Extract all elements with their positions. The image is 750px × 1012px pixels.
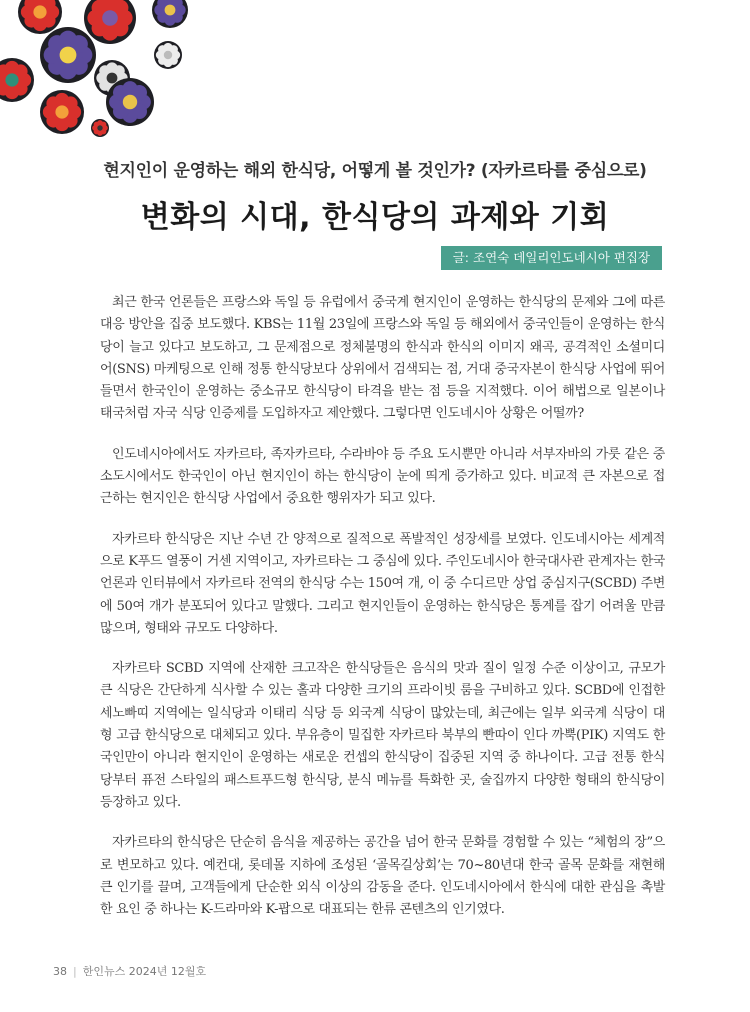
- flower-icon: [91, 119, 109, 137]
- flower-icon: [106, 78, 154, 126]
- author-byline: 글: 조연숙 데일리인도네시아 편집장: [441, 246, 662, 270]
- publication-name: 한인뉴스 2024년 12월호: [82, 965, 207, 978]
- paragraph: 인도네시아에서도 자카르타, 족자카르타, 수라바야 등 주요 도시뿐만 아니라 서부자바의 가룻 같은 중소도시에서도 한국인이 아닌 현지인이 하는 한식당이 눈에 띄게 증가하고 있다. 비교적 큰 자본으로 접근하는 현지인은 한식당 사업에서 중요한 행위자가 되고 있다.: [100, 446, 665, 507]
- paragraph: 최근 한국 언론들은 프랑스와 독일 등 유럽에서 중국계 현지인이 운영하는 한식당의 문제와 그에 따른 대응 방안을 집중 보도했다. KBS는 11월 23일에 프랑스와 독일 등 해외에서 중국인들이 운영하는 한식당이 늘고 있다고 보도하고, 그 문제점으로 정체불명의 한식과 한식의 이미지 왜곡, 공격적인 소셜미디어(SNS) 마케팅으로 인해 정통 한식당보다 상위에서 검색되는 점, 거대 중국자본이 한식당 사업에 뛰어들면서 한국인이 운영하는 중소규모 한식당이 타격을 받는 점 등을 지적했다. 이어 해법으로 일본이나 태국처럼 자국 식당 인증제를 도입하자고 제안했다. 그렇다면 인도네시아 상황은 어떨까?: [100, 295, 665, 422]
- paragraph: 자카르타의 한식당은 단순히 음식을 제공하는 공간을 넘어 한국 문화를 경험할 수 있는 “체험의 장”으로 변모하고 있다. 예컨대, 롯데몰 지하에 조성된 ‘골목길상회’는 70~80년대 한국 골목 문화를 재현해 큰 인기를 끌며, 고객들에게 단순한 외식 이상의 감동을 준다. 인도네시아에서 한식에 대한 관심을 촉발한 요인 중 하나는 K-드라마와 K-팝으로 대표되는 한류 콘텐츠의 인기였다.: [100, 835, 665, 918]
- article-kicker: 현지인이 운영하는 해외 한식당, 어떻게 볼 것인가? (자카르타를 중심으로): [103, 161, 647, 181]
- floral-decoration: [0, 0, 190, 145]
- article-body: [100, 292, 665, 939]
- article-title: 변화의 시대, 한식당의 과제와 기회: [140, 200, 610, 235]
- flower-icon: [40, 27, 96, 83]
- page-footer: 38 | 한인뉴스 2024년 12월호: [53, 965, 207, 978]
- flower-icon: [40, 90, 84, 134]
- flower-icon: [154, 41, 182, 69]
- paragraph: 자카르타 SCBD 지역에 산재한 크고작은 한식당들은 음식의 맛과 질이 일정 수준 이상이고, 규모가 큰 식당은 간단하게 식사할 수 있는 홀과 다양한 크기의 프라이빗 룸을 구비하고 있다. SCBD에 인접한 세노빠띠 지역에는 일식당과 이태리 식당 등 외국계 식당이 많았는데, 최근에는 일부 외국계 식당이 대형 고급 한식당으로 대체되고 있다. 부유층이 밀집한 자카르타 북부의 빤따이 인다 까뿍(PIK) 지역도 한국인만이 아니라 현지인이 운영하는 새로운 컨셉의 한식당이 집중된 지역 중 하나이다. 고급 전통 한식당부터 퓨전 스타일의 패스트푸드형 한식당, 분식 메뉴를 특화한 곳, 술집까지 다양한 형태의 한식당이 등장하고 있다.: [100, 661, 665, 810]
- paragraph: 자카르타 한식당은 지난 수년 간 양적으로 질적으로 폭발적인 성장세를 보였다. 인도네시아는 세계적으로 K푸드 열풍이 거센 지역이고, 자카르타는 그 중심에 있다. 주인도네시아 한국대사관 관계자는 한국 언론과 인터뷰에서 자카르타 전역의 한식당 수는 150여 개, 이 중 수디르만 상업 중심지구(SCBD) 주변에 50여 개가 분포되어 있다고 말했다. 그리고 현지인들이 운영하는 한식당은 통계를 잡기 어려울 만큼 많으며, 형태와 규모도 다양하다.: [100, 531, 665, 636]
- page-number: 38: [53, 965, 67, 978]
